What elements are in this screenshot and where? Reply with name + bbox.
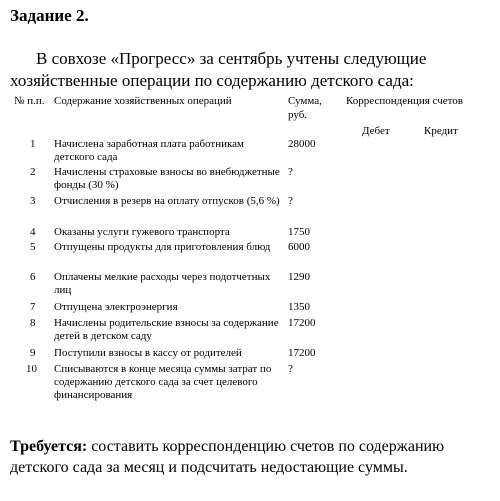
- table-row: [0, 301, 500, 317]
- row-sum: ?: [288, 166, 293, 178]
- row-number: 3: [30, 195, 36, 207]
- header-num: № п.п.: [14, 95, 45, 107]
- row-sum: 1290: [288, 271, 310, 283]
- row-description: Оказаны услуги гужевого транспорта: [54, 226, 230, 238]
- table-row: [0, 347, 500, 363]
- row-sum: 17200: [288, 317, 316, 329]
- row-number: 10: [26, 363, 37, 375]
- row-sum: ?: [288, 363, 293, 375]
- row-sum: 6000: [288, 241, 310, 253]
- row-number: 5: [30, 241, 36, 253]
- row-number: 1: [30, 138, 36, 150]
- header-debit: Дебет: [362, 125, 390, 137]
- row-number: 6: [30, 271, 36, 283]
- row-description: Начислены родительские взносы за содержание детей в детском саду: [54, 317, 279, 342]
- row-sum: 17200: [288, 347, 316, 359]
- row-description: Начислена заработная плата работникам детского сада: [54, 138, 245, 163]
- table-row: [0, 317, 500, 347]
- row-description: Оплачены мелкие расходы через подотчетных лиц: [54, 271, 271, 296]
- row-number: 4: [30, 226, 36, 238]
- row-description: Отпущены продукты для приготовления блюд: [54, 241, 271, 253]
- task-text: составить корреспонденцию счетов по содержанию детского сада за месяц и подсчитать недостающие суммы.: [10, 438, 445, 476]
- row-sum: 1350: [288, 301, 310, 313]
- row-sum: ?: [288, 195, 293, 207]
- row-description: Поступили взносы в кассу от родителей: [54, 347, 242, 359]
- header-sum: Сумма, руб.: [288, 95, 322, 121]
- task-requirement: [10, 436, 490, 478]
- row-description: Начислены страховые взносы во внебюджетные фонды (30 %): [54, 166, 280, 191]
- header-description: Содержание хозяйственных операций: [54, 95, 232, 107]
- table-row: [0, 138, 500, 166]
- row-sum: 1750: [288, 226, 310, 238]
- table-row: [0, 226, 500, 241]
- header-correspondence: Корреспонденция счетов: [346, 95, 463, 107]
- row-description: Списываются в конце месяца суммы затрат по содержанию детского сада за счет целевого финансирования: [54, 363, 272, 401]
- task-title: Задание 2.: [10, 6, 89, 25]
- table-row: [0, 166, 500, 195]
- table-row: [0, 195, 500, 226]
- row-number: 9: [30, 347, 36, 359]
- row-number: 7: [30, 301, 36, 313]
- row-number: 2: [30, 166, 36, 178]
- row-description: Отчисления в резерв на оплату отпусков (5,6 %): [54, 195, 280, 207]
- intro-paragraph: В совхозе «Прогресс» за сентябрь учтены следующие хозяйственные операции по содержанию детского сада:: [10, 49, 427, 90]
- table-row: [0, 271, 500, 301]
- row-sum: 28000: [288, 138, 316, 150]
- operations-table: [0, 138, 500, 408]
- header-credit: Кредит: [424, 125, 458, 137]
- row-number: 8: [30, 317, 36, 329]
- row-description: Отпущена электроэнергия: [54, 301, 178, 313]
- table-row: [0, 363, 500, 408]
- task-label: Требуется:: [10, 438, 88, 455]
- table-row: [0, 241, 500, 271]
